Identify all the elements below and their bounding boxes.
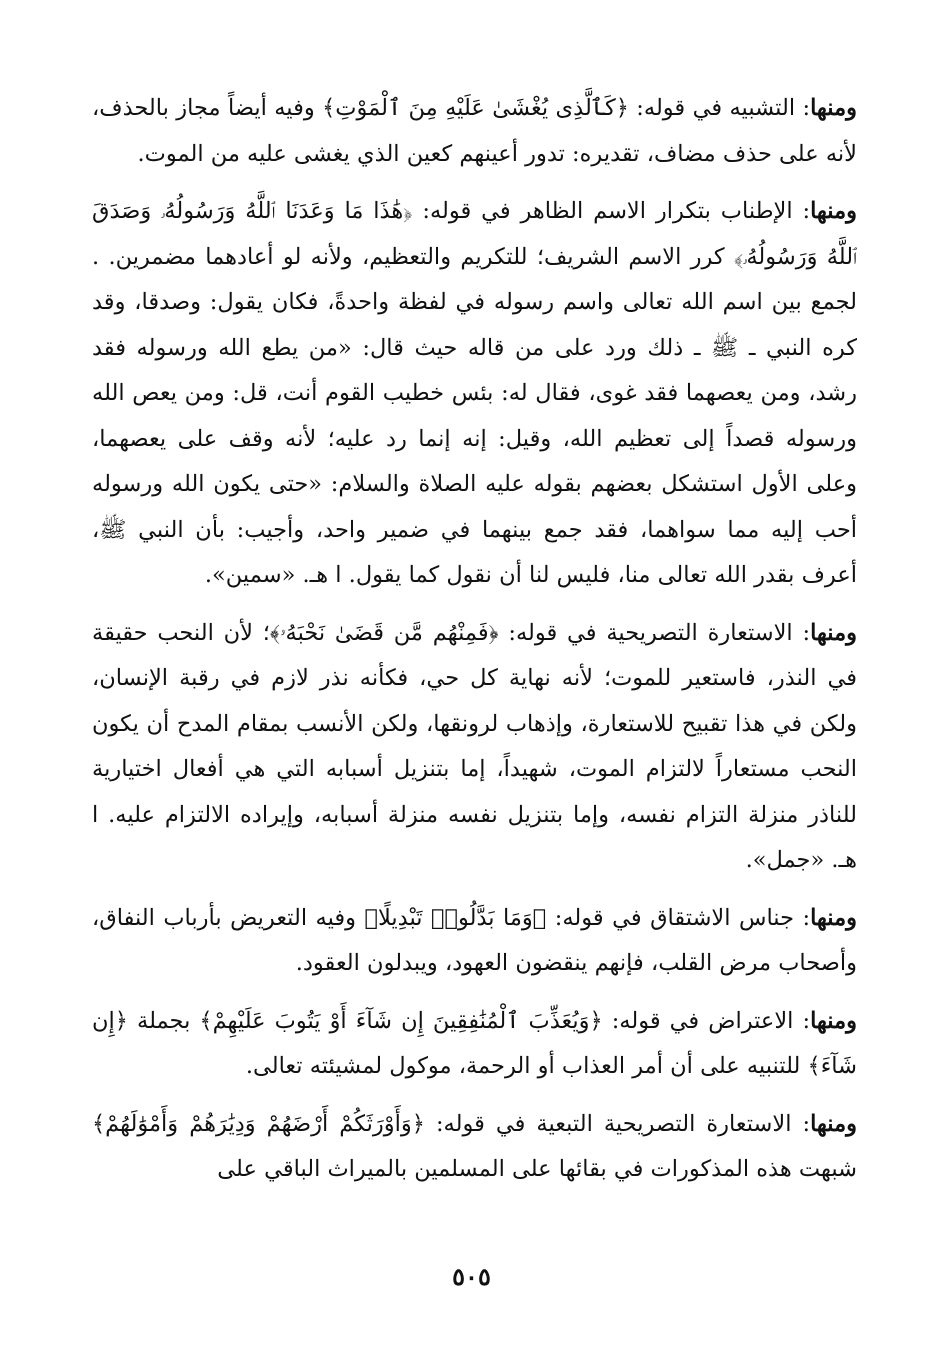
paragraph-simile — [92, 86, 857, 177]
paragraph-lead: ومنها — [810, 95, 857, 121]
paragraph-text: : الاستعارة التصريحية في قوله: ﴿فَمِنْهُم مَّن قَضَىٰ نَحْبَهُۥ﴾؛ لأن النحب حقيقة في النذر، فاستعير للموت؛ لأنه نهاية كل حي، فكأنه نذر لازم في رقبة الإنسان، ولكن في هذا تقبيح للاستعارة، وإذهاب لرونقها، ولكن الأنسب بمقام المدح أن يكون النحب مستعاراً لالتزام الموت، شهيداً، إما بتنزيل أسبابه التي هي أفعال اختيارية للناذر منزلة التزام نفسه، وإما بتنزيل نفسه منزلة أسبابه، وإيراده الالتزام عليه. ا هـ. «جمل». — [92, 619, 857, 873]
page-number: ٥٠٥ — [452, 1262, 491, 1291]
paragraph-verbosity — [92, 189, 857, 599]
paragraph-subsidiary-metaphor — [92, 1102, 857, 1193]
paragraph-lead: ومنها — [810, 904, 857, 931]
paragraph-lead: ومنها — [810, 619, 857, 646]
paragraph-parenthesis — [92, 999, 857, 1090]
paragraph-text: : الاعتراض في قوله: ﴿وَيُعَذِّبَ ٱلْمُنَٰفِقِينَ إِن شَآءَ أَوْ يَتُوبَ عَلَيْهِمْ﴾ بجملة ﴿إِن شَآءَ﴾ للتنبيه على أن أمر العذاب أو الرحمة، موكول لمشيئته تعالى. — [92, 1007, 857, 1079]
paragraph-lead: ومنها — [810, 1007, 857, 1034]
paragraph-lead: ومنها — [810, 1110, 857, 1137]
paragraph-text: : الاستعارة التصريحية التبعية في قوله: ﴿وَأَوْرَثَكُمْ أَرْضَهُمْ وَدِيَٰرَهُمْ وَأَمْوَٰلَهُمْ﴾ شبهت هذه المذكورات في بقائها على المسلمين بالميراث الباقي على — [92, 1110, 857, 1182]
paragraph-lead: ومنها — [810, 198, 857, 224]
paragraph-derivation-pun — [92, 896, 857, 987]
paragraph-text: : جناس الاشتقاق في قوله: ﴿وَمَا بَدَّلُوا۟ تَبْدِيلًا﴾ وفيه التعريض بأرباب النفاق، وأصحاب مرض القلب، فإنهم ينقضون العهود، ويبدلون العقود. — [92, 904, 857, 976]
paragraph-text: : الإطناب بتكرار الاسم الظاهر في قوله: ﴿هَٰذَا مَا وَعَدَنَا ٱللَّهُ وَرَسُولُهُۥ وَصَدَقَ ٱللَّهُ وَرَسُولُهُۥ﴾ كرر الاسم الشريف؛ للتكريم والتعظيم، ولأنه لو أعادهما مضمرين. . لجمع بين اسم الله تعالى واسم رسوله في لفظة واحدةً، فكان يقول: وصدقا، وقد كره النبي ـ ﷺ ـ ذلك ورد على من قاله حيث قال: «من يطع الله ورسوله فقد رشد، ومن يعصهما فقد غوى، فقال له: بئس خطيب القوم أنت، قل: ومن يعص الله ورسوله قصداً إلى تعظيم الله، وقيل: إنه إنما رد عليه؛ لأنه وقف على يعصهما، وعلى الأول استشكل بعضهم بقوله عليه الصلاة والسلام: «حتى يكون الله ورسوله أحب إليه مما سواهما، فقد جمع بينهما في ضمير واحد، وأجيب: بأن النبي ﷺ، أعرف بقدر الله تعالى منا، فليس لنا أن نقول كما يقول. ا هـ. «سمين». — [92, 198, 857, 588]
page-body — [92, 86, 857, 1205]
paragraph-text: : التشبيه في قوله: ﴿كَٱلَّذِى يُغْشَىٰ عَلَيْهِ مِنَ ٱلْمَوْتِ﴾ وفيه أيضاً مجاز بالحذف، لأنه على حذف مضاف، تقديره: تدور أعينهم كعين الذي يغشى عليه من الموت. — [92, 95, 857, 167]
paragraph-explicit-metaphor — [92, 611, 857, 884]
